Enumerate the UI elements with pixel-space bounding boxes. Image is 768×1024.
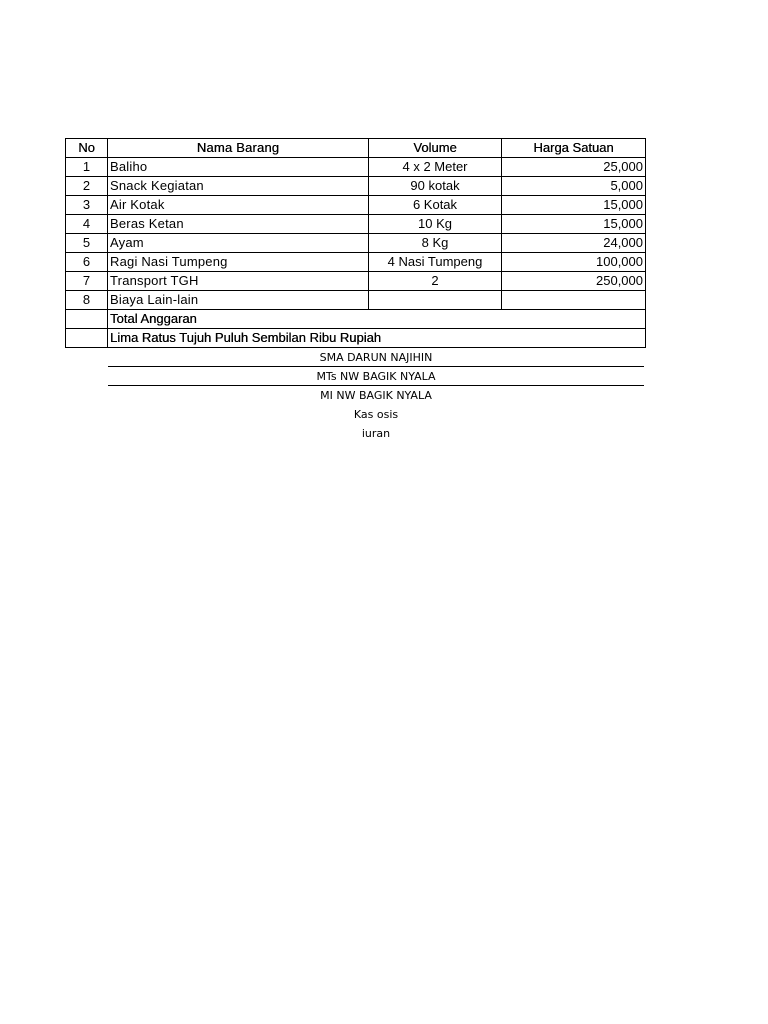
row-volume-cell: 4 x 2 Meter (369, 158, 502, 177)
source-line: MI NW BAGIK NYALA (320, 389, 432, 402)
row-no-cell: 7 (66, 272, 108, 291)
row-no-cell: 3 (66, 196, 108, 215)
total-no-cell (66, 310, 108, 329)
table-row (66, 196, 646, 215)
table-row (66, 177, 646, 196)
source-line: MTs NW BAGIK NYALA (108, 367, 644, 386)
source-line: SMA DARUN NAJIHIN (108, 348, 644, 367)
budget-table (65, 138, 646, 348)
table-body (66, 158, 646, 310)
row-name-cell: Ragi Nasi Tumpeng (108, 253, 369, 272)
row-name-cell: Snack Kegiatan (108, 177, 369, 196)
source-line: Kas osis (353, 408, 399, 421)
table-row (66, 215, 646, 234)
row-name-cell: Baliho (108, 158, 369, 177)
table-header-row (66, 139, 646, 158)
row-volume-cell: 6 Kotak (369, 196, 502, 215)
header-volume: Volume (369, 139, 502, 158)
table-row (66, 253, 646, 272)
row-name-cell: Biaya Lain-lain (108, 291, 369, 310)
row-name-cell: Beras Ketan (108, 215, 369, 234)
row-no-cell: 1 (66, 158, 108, 177)
total-words: Lima Ratus Tujuh Puluh Sembilan Ribu Rupiah (108, 329, 646, 348)
table-row (66, 234, 646, 253)
row-name-cell: Air Kotak (108, 196, 369, 215)
table-row (66, 158, 646, 177)
row-name-cell: Transport TGH (108, 272, 369, 291)
total-label: Total Anggaran (108, 310, 646, 329)
source-line: iuran (361, 427, 391, 440)
row-name-cell: Ayam (108, 234, 369, 253)
header-price: Harga Satuan (502, 139, 646, 158)
row-price-cell: 15,000 (502, 196, 646, 215)
header-no: No (66, 139, 108, 158)
row-no-cell: 2 (66, 177, 108, 196)
table-row (66, 291, 646, 310)
row-price-cell: 24,000 (502, 234, 646, 253)
row-volume-cell: 90 kotak (369, 177, 502, 196)
row-no-cell: 4 (66, 215, 108, 234)
row-price-cell: 15,000 (502, 215, 646, 234)
total-words-no-cell (66, 329, 108, 348)
budget-sheet (65, 138, 646, 348)
row-no-cell: 8 (66, 291, 108, 310)
row-volume-cell: 8 Kg (369, 234, 502, 253)
row-volume-cell: 10 Kg (369, 215, 502, 234)
row-volume-cell: 2 (369, 272, 502, 291)
row-no-cell: 6 (66, 253, 108, 272)
row-price-cell: 250,000 (502, 272, 646, 291)
total-words-row (66, 329, 646, 348)
row-price-cell (502, 291, 646, 310)
row-price-cell: 5,000 (502, 177, 646, 196)
total-row (66, 310, 646, 329)
row-no-cell: 5 (66, 234, 108, 253)
row-price-cell: 100,000 (502, 253, 646, 272)
table-row (66, 272, 646, 291)
row-price-cell: 25,000 (502, 158, 646, 177)
funding-sources (108, 348, 644, 443)
row-volume-cell (369, 291, 502, 310)
header-name: Nama Barang (108, 139, 369, 158)
row-volume-cell: 4 Nasi Tumpeng (369, 253, 502, 272)
